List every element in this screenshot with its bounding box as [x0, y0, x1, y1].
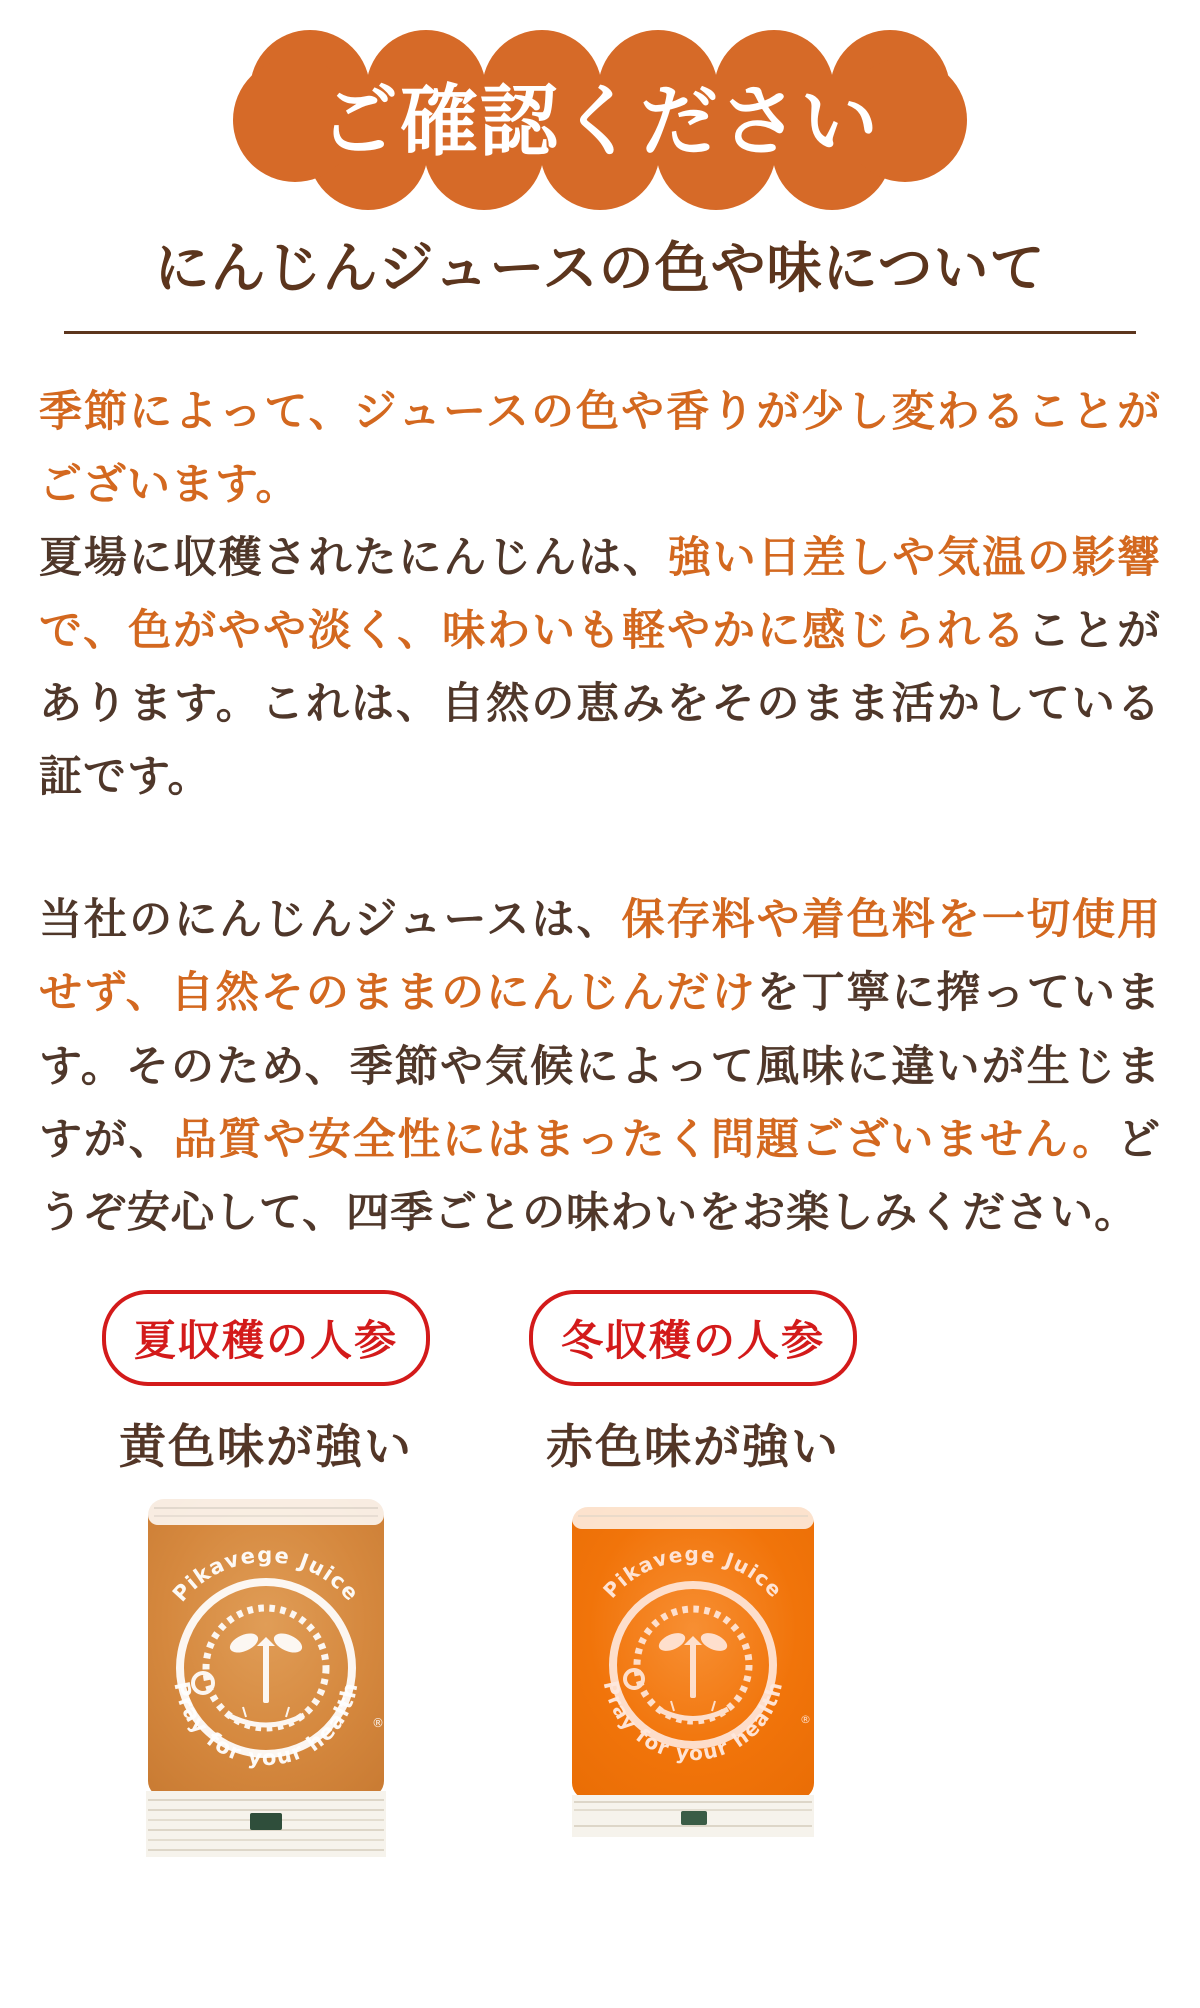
brand-arc-bottom: Pray for your health — [169, 1679, 363, 1771]
paragraph-segment: ことがあります。これは、自然の恵みをそのまま活かしている証です。 — [39, 606, 1162, 803]
paragraph-segment: どうぞ安心して、四季ごとの味わいをお楽しみください。 — [39, 1114, 1161, 1238]
winter-label: 赤色味が強い — [546, 1419, 840, 1475]
brand-arc-bottom: Pray for your health — [598, 1678, 788, 1766]
summer-badge: 夏収穫の人参 — [102, 1290, 430, 1386]
winter-column — [497, 1290, 889, 1861]
carrot-comparison — [0, 1290, 1200, 1861]
body-text — [39, 376, 1161, 1250]
paragraph-segment: 保存料や着色料を一切使用せず、自然そのままのにんじんだけ — [39, 895, 1162, 1019]
heading-underline — [64, 331, 1136, 334]
paragraph-summer — [39, 522, 1161, 814]
paragraph-segment: 夏場に収穫されたにんじんは、 — [39, 532, 668, 583]
brand-arc-top: Pikavege Juice — [167, 1542, 365, 1607]
juice-packet-winter — [570, 1503, 816, 1837]
page-title: にんじんジュースの色や味について — [154, 236, 1046, 300]
registered-mark: ® — [372, 1715, 384, 1730]
paragraph-quality — [39, 884, 1161, 1249]
packet-clip — [681, 1811, 707, 1825]
paragraph-segment: 季節によって、ジュースの色や香りが少し変わることがございます。 — [39, 386, 1161, 510]
banner-blob — [220, 28, 980, 212]
packet-bottom-seal — [572, 1795, 814, 1837]
juice-packet-summer — [146, 1493, 386, 1861]
packet-top-seal — [148, 1499, 384, 1525]
packet-clip — [250, 1813, 282, 1830]
brand-arc-top: Pikavege Juice — [598, 1541, 788, 1603]
paragraph-season — [39, 376, 1161, 522]
banner-title: ご確認ください — [319, 77, 881, 167]
paragraph-segment: を丁寧に搾っています。そのため、季節や気候によって風味に違いが生じますが、 — [39, 968, 1162, 1165]
summer-label: 黄色味が強い — [119, 1419, 413, 1475]
packet-bottom-seal — [146, 1791, 386, 1857]
winter-badge: 冬収穫の人参 — [529, 1290, 857, 1386]
paragraph-segment: 品質や安全性にはまったく問題ございません。 — [173, 1114, 1117, 1165]
summer-column — [70, 1290, 462, 1861]
confirmation-banner — [220, 28, 980, 212]
packet-top-seal — [572, 1507, 814, 1529]
paragraph-segment: 強い日差しや気温の影響で、色がやや淡く、味わいも軽やかに感じられる — [39, 532, 1162, 657]
paragraph-segment: 当社のにんじんジュースは、 — [39, 895, 622, 946]
registered-mark: ® — [800, 1712, 811, 1726]
